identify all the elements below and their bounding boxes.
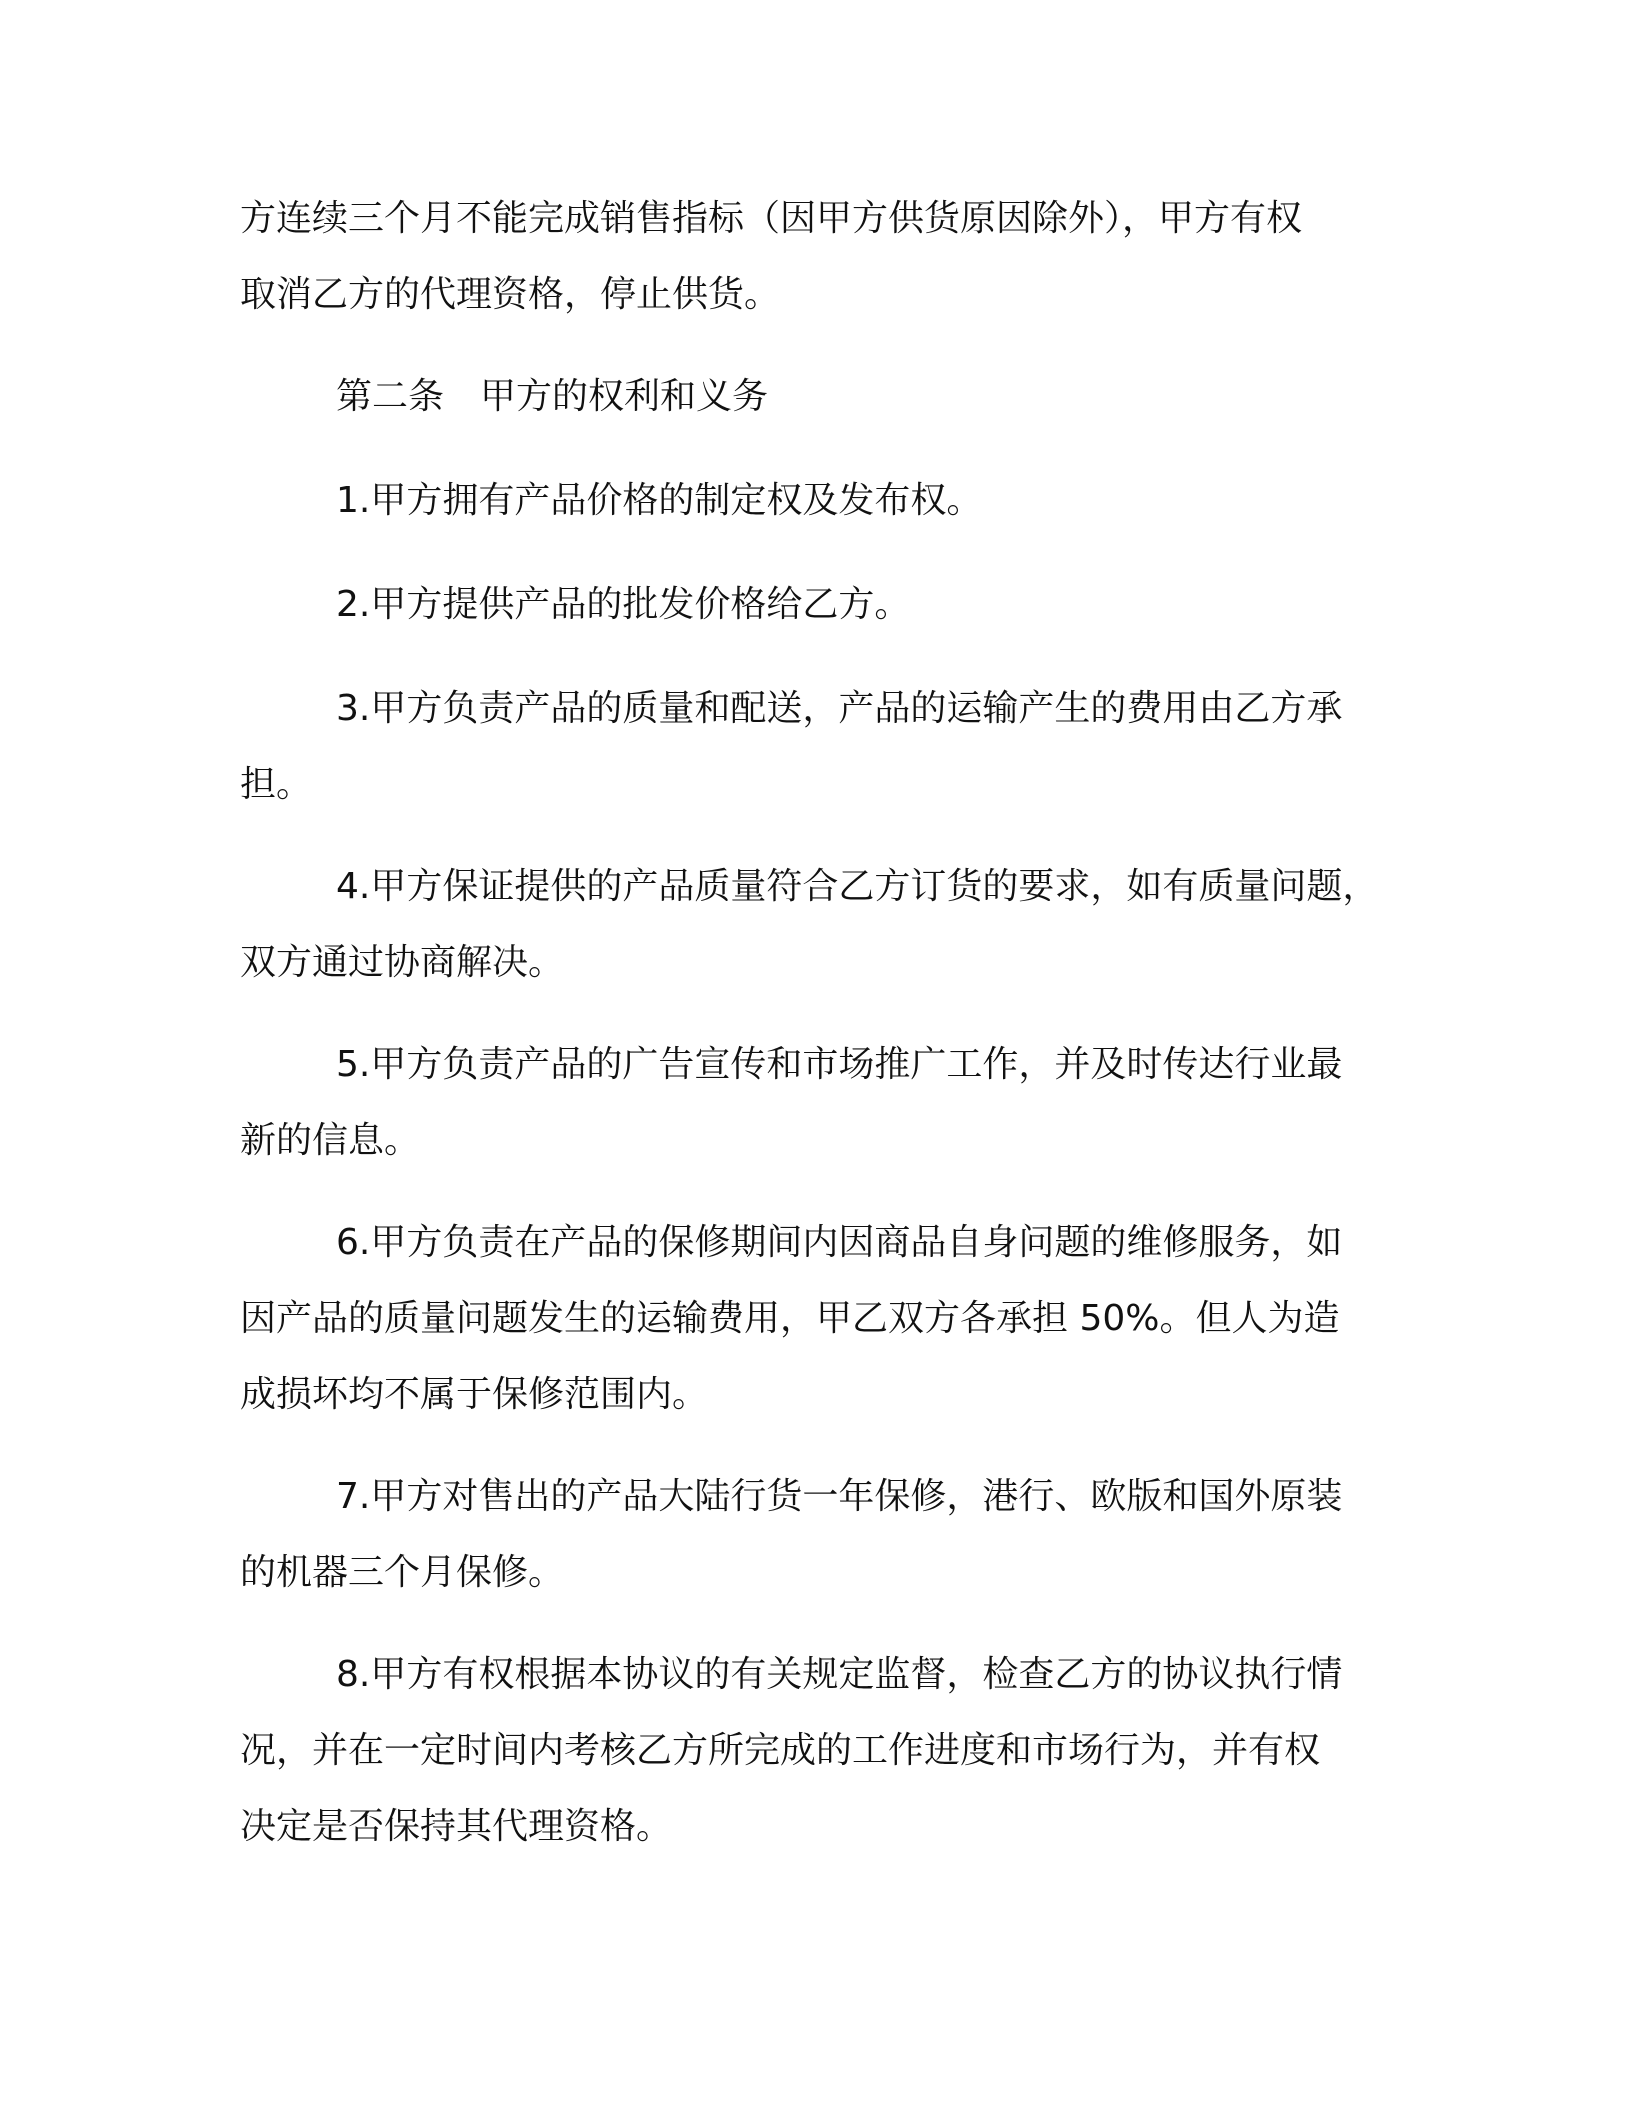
paragraph-line: 方连续三个月不能完成销售指标（因甲方供货原因除外），甲方有权 [240,198,1303,239]
list-item-8-cont: 况，并在一定时间内考核乙方所完成的工作进度和市场行为，并有权 [240,1730,1321,1771]
list-item-4: 4.甲方保证提供的产品质量符合乙方订货的要求，如有质量问题， [336,866,1379,907]
list-item-6-cont: 成损坏均不属于保修范围内。 [240,1374,709,1415]
list-item-6: 6.甲方负责在产品的保修期间内因商品自身问题的维修服务，如 [336,1222,1343,1263]
list-item-7: 7.甲方对售出的产品大陆行货一年保修，港行、欧版和国外原装 [336,1476,1343,1517]
paragraph-line: 取消乙方的代理资格，停止供货。 [240,274,781,315]
list-item-2: 2.甲方提供产品的批发价格给乙方。 [336,584,911,625]
list-item-5: 5.甲方负责产品的广告宣传和市场推广工作，并及时传达行业最 [336,1044,1343,1085]
list-item-8-cont: 决定是否保持其代理资格。 [240,1806,673,1847]
list-item-3-cont: 担。 [240,764,313,805]
list-item-4-cont: 双方通过协商解决。 [240,942,565,983]
list-item-1: 1.甲方拥有产品价格的制定权及发布权。 [336,480,983,521]
list-item-3: 3.甲方负责产品的质量和配送，产品的运输产生的费用由乙方承 [336,688,1343,729]
section-heading: 第二条 甲方的权利和义务 [336,376,769,417]
list-item-8: 8.甲方有权根据本协议的有关规定监督，检查乙方的协议执行情 [336,1654,1343,1695]
list-item-7-cont: 的机器三个月保修。 [240,1552,565,1593]
list-item-5-cont: 新的信息。 [240,1120,421,1161]
list-item-6-cont: 因产品的质量问题发生的运输费用，甲乙双方各承担 50%。但人为造 [240,1298,1340,1339]
